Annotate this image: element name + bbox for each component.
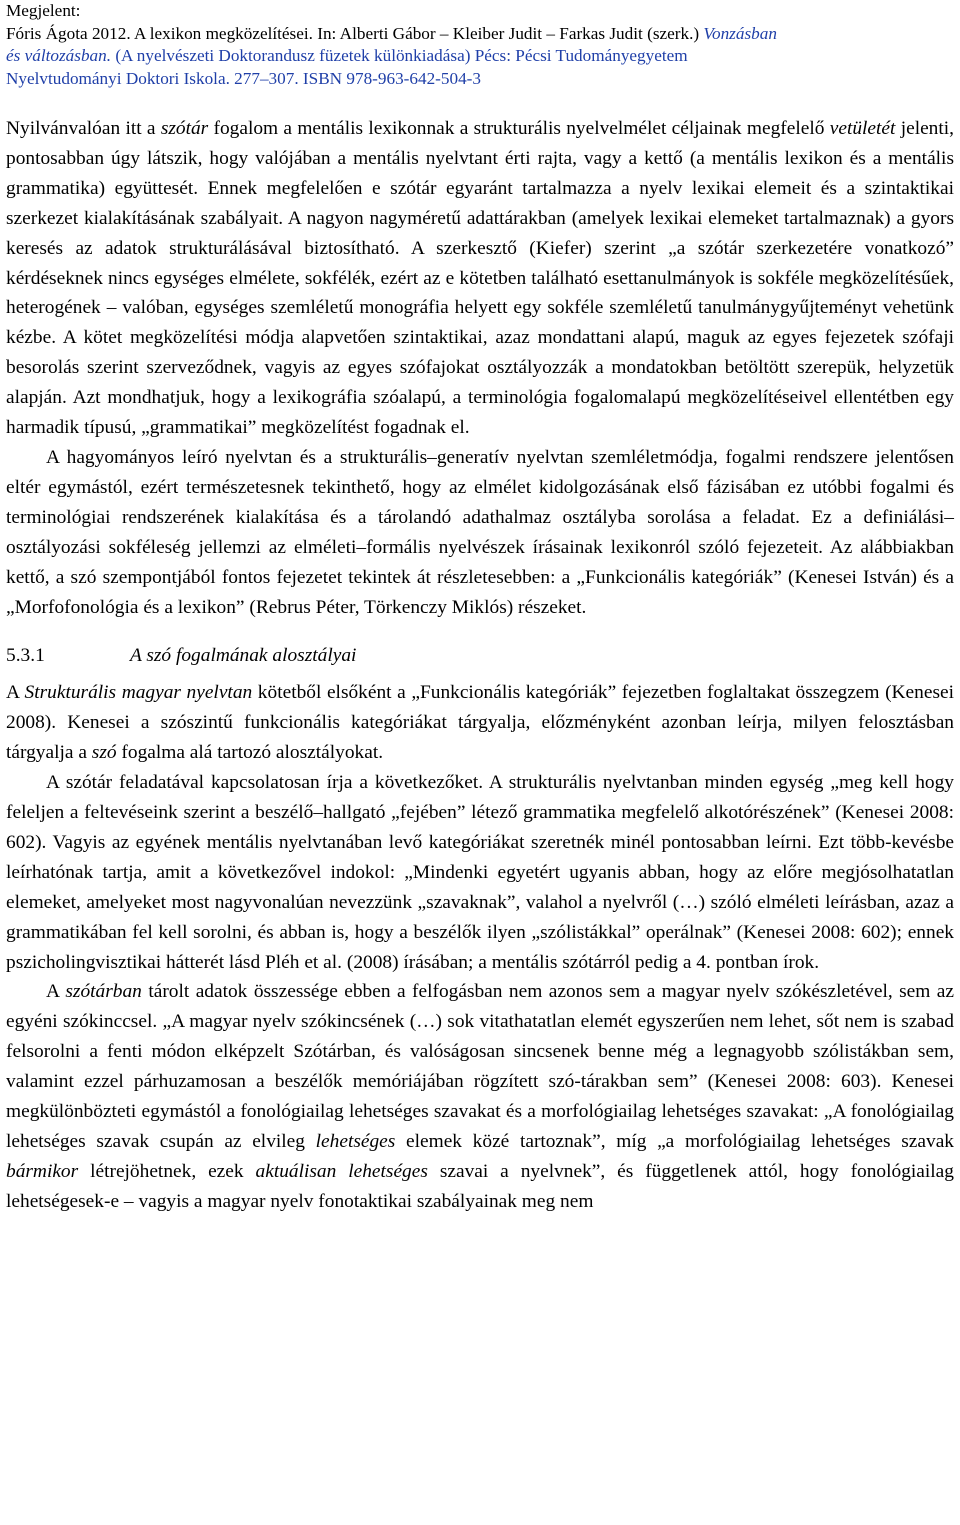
paragraph-3: [6, 678, 954, 768]
emphasis: szó: [91, 742, 117, 764]
book-title: Vonzásban: [703, 23, 777, 43]
citation-line-3: Nyelvtudományi Doktori Iskola. 277–307. ISBN 978-963-642-504-3: [6, 68, 481, 88]
emphasis: Strukturális magyar nyelvtan: [24, 682, 253, 704]
text-run: létrejöhetnek, ezek: [78, 1160, 256, 1182]
emphasis: aktuálisan lehetséges: [255, 1160, 428, 1182]
series-text: (A nyelvészeti Doktorandusz füzetek különkiadása) Pécs: Pécsi Tudományegyetem: [111, 46, 688, 65]
text-run: A: [46, 981, 66, 1003]
paragraph-4: A szótár feladatával kapcsolatosan írja a következőket. A strukturális nyelvtanban minden egység „meg kell hogy feleljen a feltevéseink szerint a beszélő–hallgató „fejében” létező grammatika megfelelő alkotórészének” (Kenesei 2008: 602). Vagyis az egyének mentális nyelvtanában levő kategóriákat szeretnék minél pontosabban leírni. Ezt több-kevésbe leírhatónak tartja, amit a következővel indokol: „Mindenki egyetért ugyanis abban, hogy az előre megjósolhatatlan elemeket, amelyeket most nagyvonalúan nevezzünk „szavaknak”, valahol a nyelvről (…) szóló elméleti leírásban, azaz a grammatikában fel kell sorolni, és abban is, hogy a beszélők ilyen „szólistákkal” operálnak” (Kenesei 2008: 602); ennek pszicholingvisztikai hátterét lásd Pléh et al. (2008) írásában; a mentális szótárról pedig a 4. pontban írok.: [6, 772, 954, 973]
text-run: jelenti, pontosabban úgy látszik, hogy valójában a mentális nyelvtant érti rajta, vagy a kettő (a mentális lexikon és a mentális grammatika) együttesét. Ennek megfelelően e szótár egyaránt tartalmazza a nyelv lexikai elemeit és a szintaktikai szerkezet kialakításának szabályait. A nagyon nagyméretű adattárakban (amelyek lexikai elemeket tartalmaznak) a gyors keresés az adatok strukturálásával biztosítható. A szerkesztő (Kiefer) szerint „a szótár szerkezetére vonatkozó” kérdéseknek nincs egységes elmélete, sokfélék, ezért az e kötetben található esettanulmányok is sokféle megközelítésűek, heterogének – valóban, egységes szemléletű monográfia helyett egy sokféle szemléletű tanulmánygyűjteményt vehetünk kézbe. A kötet megközelítési módja alapvetően szintaktikai, azaz mondattani alapú, maguk az egyes fejezetek szófaji besorolás szerint szerveződnek, vagyis az egyes szófajokat osztályozzák a mondatokban betöltött szerepük, helyzetük alapján. Azt mondhatjuk, hogy a lexikográfia szóalapú, a terminológia fogalomalapú megközelítéseivel ellentétben egy harmadik típusú, „grammatikai” megközelítést fogadnak el.: [6, 118, 955, 439]
paragraph-5: [6, 977, 954, 1216]
emphasis: szótár: [160, 118, 209, 139]
emphasis: vetületét: [829, 118, 896, 139]
paragraph-1: [6, 114, 954, 443]
citation-line-1: [6, 23, 954, 46]
text-run: Nyilvánvalóan itt a: [6, 118, 161, 139]
section-title: A szó fogalmának alosztályai: [130, 645, 357, 667]
text-run: kötetből elsőként a „Funkcionális kategóriák” fejezetben foglaltakat összegzem (Kenesei 2008). Kenesei a szószintű funkcionális kategóriákat tárgyalja, előzményként azonban leírja, milyen felosztásban tárgyalja a: [6, 682, 954, 764]
text-run: fogalom a mentális lexikonnak a strukturális nyelvelmélet céljainak megfelelő: [208, 118, 830, 139]
paragraph-2: A hagyományos leíró nyelvtan és a strukturális–generatív nyelvtan szemléletmódja, fogalmi rendszere jelentősen eltér egymástól, ezért természetesnek tekinthető, hogy az elmélet kidolgozásának első fázisában ez utóbbi fogalmi és terminológiai rendszerének kialakítása és a tárolandó adathalmaz osztályba sorolása a feladat. Ez a definiálási–osztályozási sokféleség jellemzi az elméleti–formális nyelvészek írásainak lexikonról szóló fejezeteit. Az alábbiakban kettő, a szó szempontjából fontos fejezetet tekintek át részletesebben: a „Funkcionális kategóriák” (Kenesei István) és a „Morfofonológia és a lexikon” (Rebrus Péter, Törkenczy Miklós) részeket.: [6, 446, 954, 618]
book-title-cont: és változásban.: [6, 46, 112, 65]
text-run: A: [6, 682, 25, 704]
section-heading: [6, 638, 954, 674]
citation-line-2: [6, 45, 954, 68]
publication-citation: [6, 0, 954, 90]
citation-text: Fóris Ágota 2012. A lexikon megközelítései. In: Alberti Gábor – Kleiber Judit – Farkas Judit (szerk.): [6, 23, 704, 43]
text-run: fogalma alá tartozó alosztályokat.: [116, 742, 384, 764]
text-run: elemek közé tartoznak”, míg „a morfológiailag lehetséges szavak: [395, 1131, 954, 1152]
emphasis: lehetséges: [315, 1131, 396, 1152]
text-run: szavai a nyelvnek”, és függetlenek attól, hogy fonológiailag lehetségesek-e – vagyis a magyar nyelv fonotaktikai szabályainak meg nem: [6, 1160, 954, 1212]
emphasis: szótárban: [65, 981, 142, 1003]
citation-label: Megjelent:: [6, 1, 81, 20]
section-number: 5.3.1: [6, 645, 45, 667]
text-run: tárolt adatok összessége ebben a felfogásban nem azonos sem a magyar nyelv szókészletével, sem az egyéni szókinccsel. „A magyar nyelv szókincsének (…) sok vitathatatlan elemét egyszerűen nem lehet, sőt nem is szabad felsorolni a fenti módon elképzelt Szótárban, és valóságosan sincsenek benne még a legnagyobb szólistákban sem, valamint ezzel párhuzamosan a beszélők memóriájában rögzített szó-tárakban sem” (Kenesei 2008: 603). Kenesei megkülönbözteti egymástól a fonológiailag lehetséges szavakat és a morfológiailag lehetséges szavakat: „A fonológiailag lehetséges szavak csupán az elvileg: [6, 981, 954, 1152]
emphasis: bármikor: [6, 1160, 79, 1182]
